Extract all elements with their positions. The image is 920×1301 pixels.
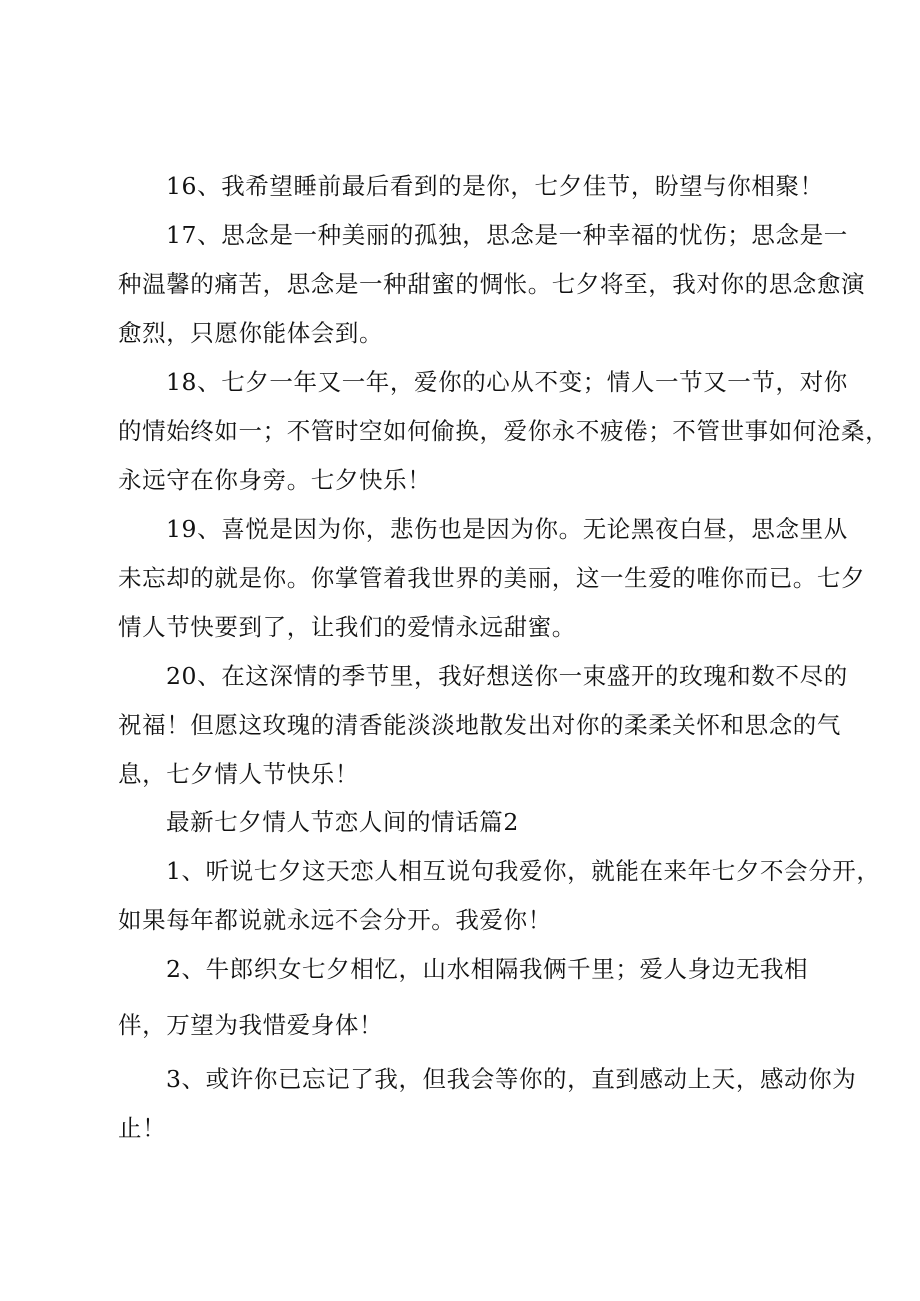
paragraph-20-line-2: 祝福！但愿这玫瑰的清香能淡淡地散发出对你的柔柔关怀和思念的气 [118,711,841,739]
paragraph-18-line-1: 18、七夕一年又一年，爱你的心从不变；情人一节又一节，对你 [166,368,848,396]
paragraph-19-line-1: 19、喜悦是因为你，悲伤也是因为你。无论黑夜白昼，思念里从 [166,515,848,543]
paragraph-17-line-1: 17、思念是一种美丽的孤独，思念是一种幸福的忧伤；思念是一 [166,221,848,249]
paragraph-20-line-1: 20、在这深情的季节里，我好想送你一束盛开的玫瑰和数不尽的 [166,662,848,690]
section-paragraph-2-line-1: 2、牛郎织女七夕相忆，山水相隔我俩千里；爱人身边无我相 [166,955,809,983]
section-paragraph-1-line-1: 1、听说七夕这天恋人相互说句我爱你，就能在来年七夕不会分开， [166,857,881,885]
paragraph-20-line-3: 息，七夕情人节快乐！ [118,760,359,788]
paragraph-18-line-2: 的情始终如一；不管时空如何偷换，爱你永不疲倦；不管世事如何沧桑， [118,417,890,445]
paragraph-17-line-3: 愈烈，只愿你能体会到。 [118,319,384,347]
section-heading: 最新七夕情人节恋人间的情话篇2 [166,808,519,836]
section-paragraph-1-line-2: 如果每年都说就永远不会分开。我爱你！ [118,906,552,934]
paragraph-17-line-2: 种温馨的痛苦，思念是一种甜蜜的惆怅。七夕将至，我对你的思念愈演 [118,270,866,298]
paragraph-19-line-3: 情人节快要到了，让我们的爱情永远甜蜜。 [118,613,576,641]
section-paragraph-3-line-2: 止！ [118,1114,167,1142]
section-paragraph-2-line-2: 伴，万望为我惜爱身体！ [118,1011,384,1039]
paragraph-16-line-1: 16、我希望睡前最后看到的是你，七夕佳节，盼望与你相聚！ [166,172,824,200]
paragraph-19-line-2: 未忘却的就是你。你掌管着我世界的美丽，这一生爱的唯你而已。七夕 [118,564,866,592]
section-paragraph-3-line-1: 3、或许你已忘记了我，但我会等你的，直到感动上天，感动你为 [166,1065,857,1093]
paragraph-18-line-3: 永远守在你身旁。七夕快乐！ [118,466,432,494]
